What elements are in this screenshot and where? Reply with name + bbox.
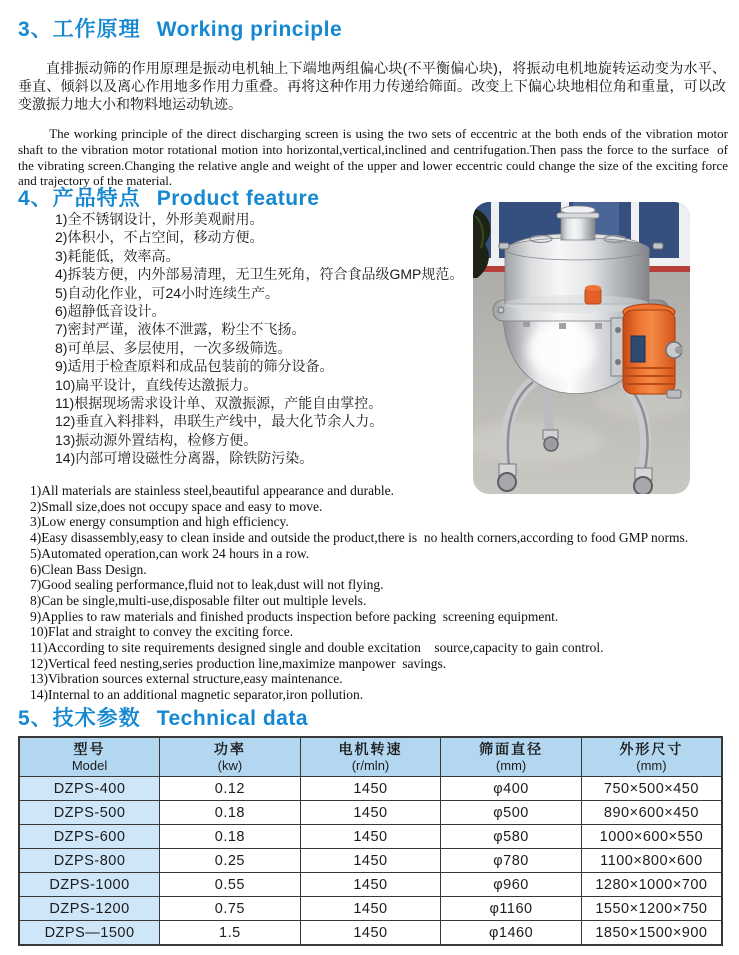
table-cell: 0.18	[160, 825, 301, 849]
column-header-sub: (kw)	[217, 758, 243, 773]
table-cell: 1550×1200×750	[581, 897, 722, 921]
section-3-title-en: Working principle	[156, 18, 343, 41]
technical-data-table	[18, 736, 723, 946]
model-cell: DZPS-600	[19, 825, 160, 849]
feature-list-en	[30, 483, 737, 703]
table-cell: 0.75	[160, 897, 301, 921]
model-cell: DZPS-800	[19, 849, 160, 873]
feature-item-cn: 9)适用于检查原料和成品包装前的筛分设备。	[55, 358, 334, 375]
table-row	[19, 921, 722, 946]
table-cell: 1850×1500×900	[581, 921, 722, 946]
table-cell: 1.5	[160, 921, 301, 946]
column-header-sub: (mm)	[495, 758, 527, 773]
feature-list-cn	[55, 210, 473, 468]
table-column-header	[300, 737, 441, 777]
feature-item-en: 3)Low energy consumption and high efficiency.	[30, 514, 289, 530]
table-cell: 1450	[300, 897, 441, 921]
column-header-sub: (mm)	[636, 758, 667, 773]
feature-item-en: 2)Small size,does not occupy space and easy to move.	[30, 498, 323, 514]
table-cell: 1100×800×600	[581, 849, 722, 873]
technical-data-table-wrap	[18, 736, 723, 946]
feature-item-cn: 8)可单层、多层使用，一次多级筛选。	[55, 339, 292, 356]
table-cell: 0.25	[160, 849, 301, 873]
feature-item-cn: 7)密封严谨，液体不泄露，粉尘不飞扬。	[55, 321, 306, 338]
section-4-title-en: Product feature	[156, 187, 320, 210]
feature-item-cn: 13)振动源外置结构，检修方便。	[55, 431, 258, 448]
feature-item-cn: 5)自动化作业，可24小时连续生产。	[55, 284, 280, 301]
feature-item-cn: 11)根据现场需求设计单、双激振源，产能自由掌控。	[55, 395, 383, 412]
table-cell: 1450	[300, 873, 441, 897]
feature-item-cn: 2)体积小，不占空间，移动方便。	[55, 229, 264, 246]
table-column-header	[19, 737, 160, 777]
table-cell: φ500	[441, 801, 582, 825]
feature-item-en: 9)Applies to raw materials and finished products inspection before packing screening equipment.	[30, 608, 559, 624]
table-cell: φ400	[441, 777, 582, 801]
section-product-feature-title	[18, 182, 319, 212]
table-cell: 1000×600×550	[581, 825, 722, 849]
table-column-header	[160, 737, 301, 777]
column-header-cn: 功率	[213, 741, 246, 757]
table-row	[19, 897, 722, 921]
table-row	[19, 801, 722, 825]
section-5-title-cn: 5、技术参数	[18, 707, 141, 730]
table-cell: φ1460	[441, 921, 582, 946]
feature-item-cn: 3)耗能低，效率高。	[55, 247, 180, 264]
table-cell: φ580	[441, 825, 582, 849]
model-cell: DZPS—1500	[19, 921, 160, 946]
table-cell: φ960	[441, 873, 582, 897]
table-cell: 0.18	[160, 801, 301, 825]
working-principle-paragraph-cn: 直排振动筛的作用原理是振动电机轴上下端地两组偏心块(不平衡偏心块)，将振动电机地旋转运动变为水平、垂直、倾斜以及离心作用地多作用力重叠。再将这种作用力传递给筛面。改变上下偏心块地相位角和重量，可以改变激振力地大小和物料地运动轨迹。	[18, 60, 726, 112]
section-3-title-cn: 3、工作原理	[18, 18, 141, 41]
column-header-cn: 外形尺寸	[619, 741, 684, 757]
table-cell: 1450	[300, 921, 441, 946]
model-cell: DZPS-1200	[19, 897, 160, 921]
feature-item-cn: 4)拆装方便，内外部易清理，无卫生死角，符合食品级GMP规范。	[55, 266, 464, 283]
feature-item-en: 8)Can be single,multi-use,disposable filter out multiple levels.	[30, 592, 367, 608]
column-header-sub: Model	[71, 758, 108, 773]
section-working-principle-title	[18, 13, 342, 43]
table-cell: 1450	[300, 825, 441, 849]
feature-item-en: 7)Good sealing performance,fluid not to leak,dust will not flying.	[30, 577, 384, 593]
model-cell: DZPS-400	[19, 777, 160, 801]
feature-item-en: 10)Flat and straight to convey the exciting force.	[30, 624, 294, 640]
table-cell: 1450	[300, 777, 441, 801]
feature-item-en: 14)Internal to an additional magnetic separator,iron pollution.	[30, 687, 364, 703]
section-4-title-cn: 4、产品特点	[18, 187, 141, 210]
feature-item-en: 1)All materials are stainless steel,beautiful appearance and durable.	[30, 483, 394, 498]
table-cell: 1280×1000×700	[581, 873, 722, 897]
feature-item-en: 6)Clean Bass Design.	[30, 561, 147, 577]
column-header-cn: 型号	[73, 741, 106, 757]
table-column-header	[441, 737, 582, 777]
feature-item-en: 13)Vibration sources external structure,easy maintenance.	[30, 671, 343, 687]
table-column-header	[581, 737, 722, 777]
table-cell: 1450	[300, 801, 441, 825]
table-cell: φ780	[441, 849, 582, 873]
feature-item-en: 12)Vertical feed nesting,series production line,maximize manpower savings.	[30, 655, 447, 671]
table-cell: φ1160	[441, 897, 582, 921]
feature-item-cn: 10)扁平设计，直线传达激振力。	[55, 376, 258, 393]
section-technical-data-title	[18, 702, 308, 732]
section-5-title-en: Technical data	[156, 707, 309, 730]
feature-item-cn: 1)全不锈钢设计，外形美观耐用。	[55, 211, 264, 227]
table-cell: 1450	[300, 849, 441, 873]
feature-item-en: 4)Easy disassembly,easy to clean inside and outside the product,there is no health corners,according to food GMP norms.	[30, 530, 689, 546]
feature-item-cn: 6)超静低音设计。	[55, 303, 166, 320]
table-row	[19, 777, 722, 801]
table-cell: 0.12	[160, 777, 301, 801]
column-header-sub: (r/mln)	[351, 758, 390, 773]
table-header-row	[19, 737, 722, 777]
model-cell: DZPS-500	[19, 801, 160, 825]
feature-item-cn: 12)垂直入料排料，串联生产线中，最大化节余人力。	[55, 413, 384, 430]
table-cell: 750×500×450	[581, 777, 722, 801]
column-header-cn: 电机转速	[338, 741, 403, 757]
working-principle-paragraph-en: The working principle of the direct discharging screen is using the two sets of eccentric at the both ends of the vibration motor shaft to the vibration motor rotational motion into horizontal,vertical,inclined and centrifugation.Then pass the force to the surface of the vibrating screen.Changing the relative angle and weight of the upper and lower eccentric could change the size of the exciting force and trajectory of the material.	[18, 126, 735, 189]
table-row	[19, 849, 722, 873]
table-row	[19, 873, 722, 897]
feature-item-en: 11)According to site requirements designed single and double excitation source,capacity to gain control.	[30, 640, 604, 656]
column-header-cn: 筛面直径	[479, 741, 544, 757]
feature-item-en: 5)Automated operation,can work 24 hours in a row.	[30, 545, 310, 561]
table-row	[19, 825, 722, 849]
table-cell: 890×600×450	[581, 801, 722, 825]
product-photo	[473, 202, 690, 494]
model-cell: DZPS-1000	[19, 873, 160, 897]
table-cell: 0.55	[160, 873, 301, 897]
feature-item-cn: 14)内部可增设磁性分离器，除铁防污染。	[55, 450, 314, 467]
